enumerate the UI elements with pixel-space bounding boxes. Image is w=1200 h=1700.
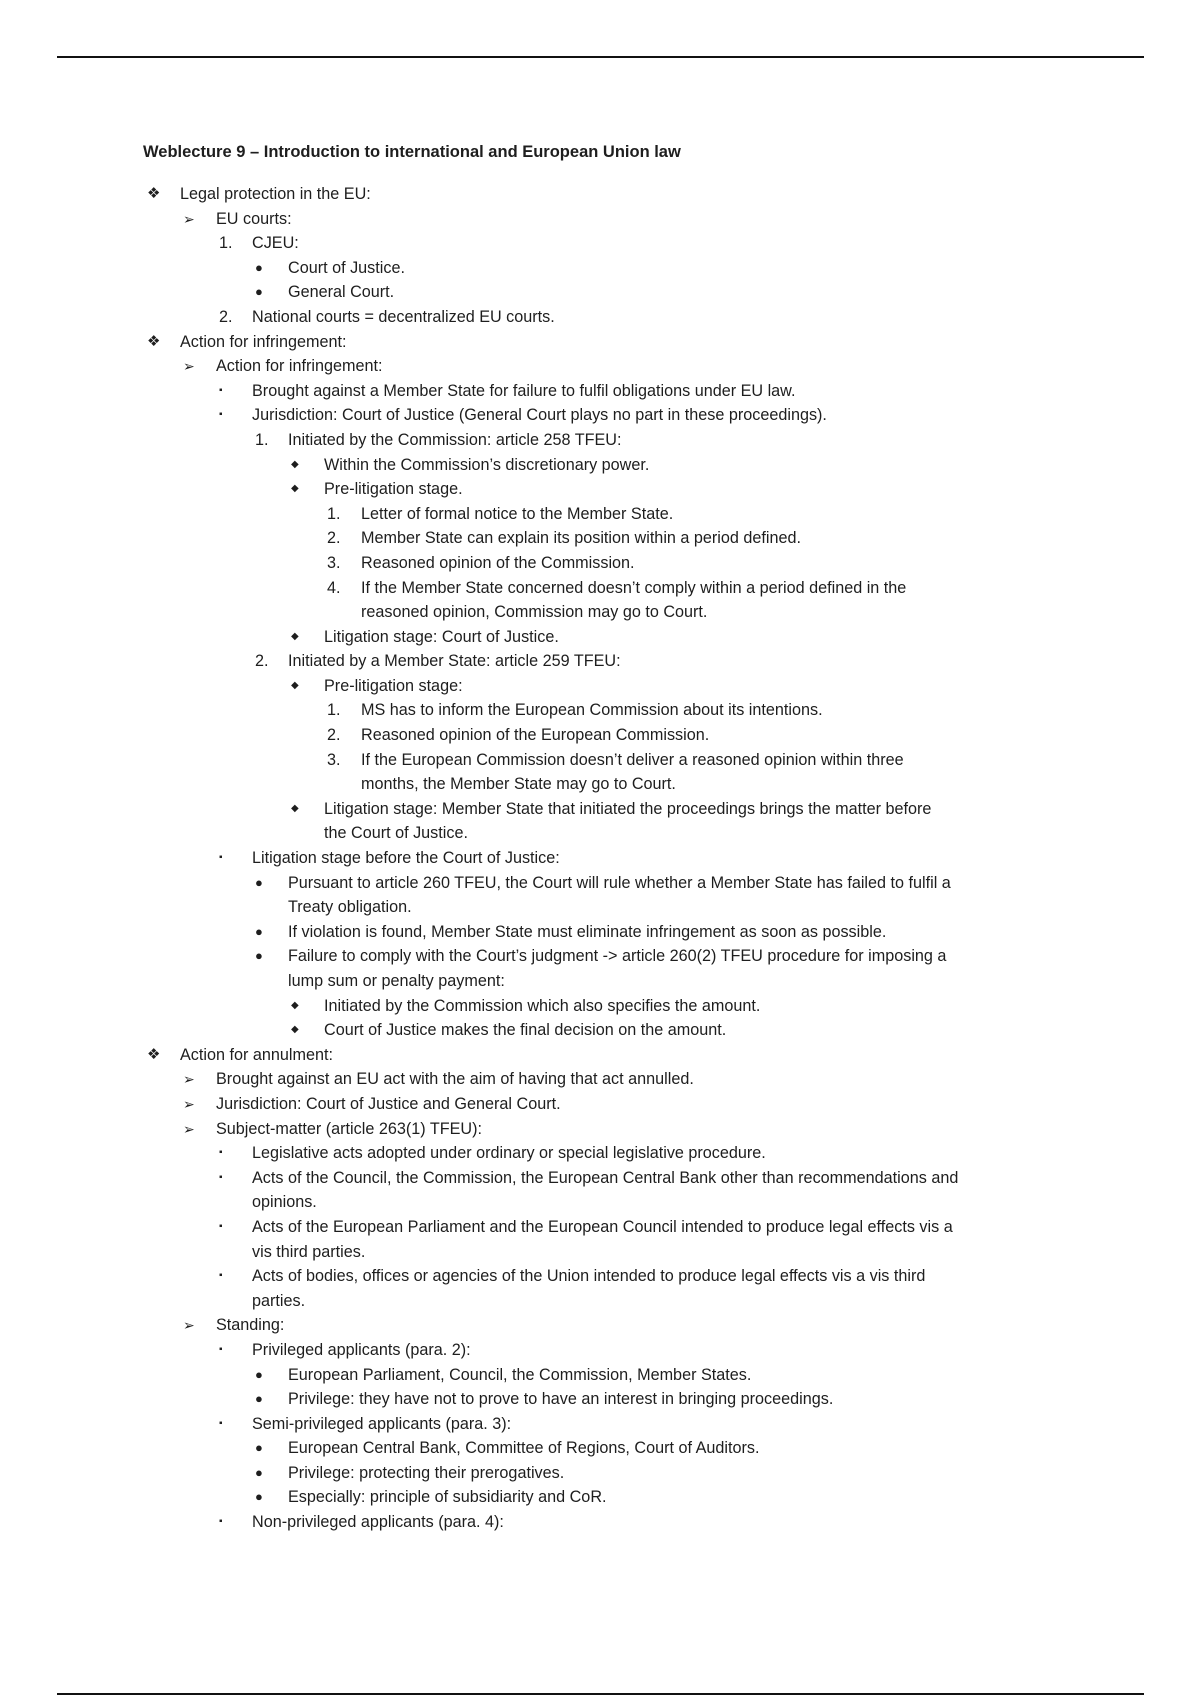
list-item-text: Jurisdiction: Court of Justice and General Court. (216, 1094, 561, 1113)
list-item-text: Acts of the European Parliament and the European Council intended to produce legal effects vis a (252, 1217, 953, 1236)
list-marker: 1. (327, 504, 341, 523)
list-item-text: European Parliament, Council, the Commission, Member States. (288, 1365, 752, 1384)
list-marker: ● (255, 284, 263, 300)
list-item (0, 354, 1200, 379)
list-item-text: Semi-privileged applicants (para. 3): (252, 1414, 512, 1433)
list-marker: ● (255, 874, 263, 890)
list-item (0, 280, 1200, 305)
list-item-continuation (0, 1240, 1200, 1265)
list-item (0, 1387, 1200, 1412)
list-item-continuation (0, 821, 1200, 846)
list-item-text: Failure to comply with the Court’s judgment -> article 260(2) TFEU procedure for imposing a (288, 947, 947, 966)
list-marker: ▪ (219, 409, 223, 421)
list-item-text: parties. (252, 1291, 306, 1310)
list-marker: ◆ (291, 458, 299, 470)
list-item-text: Acts of the Council, the Commission, the European Central Bank other than recommendations and (252, 1168, 959, 1187)
list-marker: ◆ (291, 679, 299, 691)
list-item (0, 944, 1200, 969)
list-item (0, 428, 1200, 453)
list-item-text: Treaty obligation. (288, 898, 412, 917)
list-marker: ◆ (291, 802, 299, 814)
list-item (0, 1313, 1200, 1338)
list-item (0, 305, 1200, 330)
list-item (0, 649, 1200, 674)
list-item-text: Privilege: they have not to prove to have an interest in bringing proceedings. (288, 1390, 834, 1409)
list-marker: ● (255, 1440, 263, 1456)
list-item-text: Especially: principle of subsidiarity and CoR. (288, 1488, 607, 1507)
list-item (0, 576, 1200, 601)
list-marker: ● (255, 1391, 263, 1407)
list-marker: ● (255, 1489, 263, 1505)
list-item-text: Legal protection in the EU: (180, 185, 371, 203)
list-item-continuation (0, 969, 1200, 994)
list-item (0, 231, 1200, 256)
list-marker: ▪ (219, 384, 223, 396)
list-item-text: Initiated by the Commission which also specifies the amount. (324, 996, 761, 1015)
list-marker: ▪ (219, 852, 223, 864)
list-marker: ❖ (147, 1045, 161, 1063)
list-item-text: Acts of bodies, offices or agencies of the Union intended to produce legal effects vis a vis third (252, 1267, 926, 1286)
list-item-text: National courts = decentralized EU courts. (252, 307, 555, 326)
list-item (0, 994, 1200, 1019)
list-item-text: Litigation stage before the Court of Justice: (252, 849, 560, 868)
list-marker: ➢ (183, 1317, 195, 1334)
list-item (0, 846, 1200, 871)
list-item-text: Privileged applicants (para. 2): (252, 1340, 471, 1359)
list-item (0, 748, 1200, 773)
list-marker: ❖ (147, 332, 161, 350)
list-item-text: Letter of formal notice to the Member State. (361, 504, 674, 523)
list-item (0, 1412, 1200, 1437)
list-marker: ➢ (183, 358, 195, 375)
list-item-text: Pre-litigation stage: (324, 676, 463, 695)
list-marker: ➢ (183, 1120, 195, 1137)
list-item (0, 1067, 1200, 1092)
list-item-continuation (0, 1190, 1200, 1215)
list-item (0, 1215, 1200, 1240)
list-marker: 2. (219, 307, 233, 326)
list-item (0, 1363, 1200, 1388)
list-item (0, 453, 1200, 478)
list-marker: 4. (327, 578, 341, 597)
list-item-text: Non-privileged applicants (para. 4): (252, 1513, 504, 1532)
list-item (0, 403, 1200, 428)
list-marker: ▪ (219, 1270, 223, 1282)
list-item (0, 551, 1200, 576)
list-item (0, 871, 1200, 896)
list-item (0, 207, 1200, 232)
list-marker: ◆ (291, 483, 299, 495)
list-marker: ● (255, 259, 263, 275)
list-marker: ➢ (183, 210, 195, 227)
list-item (0, 502, 1200, 527)
list-item (0, 1264, 1200, 1289)
list-item (0, 1166, 1200, 1191)
document-title: Weblecture 9 – Introduction to international and European Union law (143, 143, 681, 161)
list-marker: ❖ (147, 185, 161, 202)
list-item-continuation (0, 600, 1200, 625)
list-item (0, 1485, 1200, 1510)
list-item (0, 698, 1200, 723)
list-item-text: CJEU: (252, 234, 299, 253)
list-marker: ◆ (291, 999, 299, 1011)
list-item (0, 182, 1200, 207)
list-item-text: If the European Commission doesn’t deliver a reasoned opinion within three (361, 750, 904, 769)
list-item-text: the Court of Justice. (324, 824, 468, 843)
list-item (0, 1510, 1200, 1535)
list-item-text: EU courts: (216, 209, 292, 228)
list-item-text: Reasoned opinion of the Commission. (361, 553, 635, 572)
list-marker: ➢ (183, 1095, 195, 1112)
list-item-text: vis third parties. (252, 1242, 366, 1261)
list-marker: 2. (327, 529, 341, 548)
list-marker: ▪ (219, 1171, 223, 1183)
list-item (0, 330, 1200, 355)
list-marker: ● (255, 1366, 263, 1382)
list-marker: ● (255, 1464, 263, 1480)
outline-list (0, 182, 1200, 1535)
list-marker: ▪ (219, 1343, 223, 1355)
list-marker: ● (255, 948, 263, 964)
list-item-text: Brought against an EU act with the aim of having that act annulled. (216, 1070, 694, 1089)
list-item-text: Pre-litigation stage. (324, 480, 463, 499)
list-marker: 1. (219, 234, 233, 253)
list-marker: ◆ (291, 630, 299, 642)
list-item-text: Litigation stage: Court of Justice. (324, 627, 559, 646)
header-rule (57, 56, 1144, 58)
list-marker: 2. (327, 726, 341, 745)
list-item-text: months, the Member State may go to Court. (361, 775, 676, 794)
list-item (0, 920, 1200, 945)
list-item-text: Jurisdiction: Court of Justice (General Court plays no part in these proceedings). (252, 406, 827, 425)
list-item-text: General Court. (288, 283, 395, 302)
list-item (0, 477, 1200, 502)
list-marker: 2. (255, 652, 269, 671)
list-item (0, 1092, 1200, 1117)
list-item-text: Legislative acts adopted under ordinary or special legislative procedure. (252, 1144, 766, 1163)
list-item-text: Court of Justice. (288, 258, 405, 277)
list-item-text: Privilege: protecting their prerogatives. (288, 1463, 565, 1482)
list-item (0, 674, 1200, 699)
list-item-text: Litigation stage: Member State that initiated the proceedings brings the matter before (324, 799, 932, 818)
list-item-text: Action for infringement: (180, 332, 347, 351)
list-item-continuation (0, 772, 1200, 797)
list-item-text: If violation is found, Member State must eliminate infringement as soon as possible. (288, 922, 887, 941)
list-marker: 3. (327, 750, 341, 769)
list-item-text: Reasoned opinion of the European Commission. (361, 726, 710, 745)
list-item-text: Member State can explain its position within a period defined. (361, 529, 802, 548)
list-item-text: Action for annulment: (180, 1045, 333, 1064)
list-item-continuation (0, 1289, 1200, 1314)
list-item-text: If the Member State concerned doesn’t comply within a period defined in the (361, 578, 907, 597)
list-item (0, 1043, 1200, 1068)
list-item-text: lump sum or penalty payment: (288, 972, 505, 990)
list-item-text: Standing: (216, 1316, 285, 1335)
list-item-text: Within the Commission’s discretionary power. (324, 455, 650, 474)
list-marker: ▪ (219, 1417, 223, 1429)
list-marker: ● (255, 923, 263, 939)
list-item-text: Initiated by a Member State: article 259 TFEU: (288, 652, 621, 671)
list-item (0, 379, 1200, 404)
list-item (0, 625, 1200, 650)
list-item-text: Brought against a Member State for failure to fulfil obligations under EU law. (252, 381, 796, 400)
list-item (0, 256, 1200, 281)
list-item (0, 1461, 1200, 1486)
list-item-text: Action for infringement: (216, 357, 383, 376)
list-marker: ▪ (219, 1220, 223, 1232)
list-item-text: opinions. (252, 1193, 317, 1212)
list-marker: 1. (255, 430, 269, 449)
list-item-text: Pursuant to article 260 TFEU, the Court will rule whether a Member State has failed to fulfil a (288, 873, 951, 892)
list-marker: 3. (327, 553, 341, 572)
list-item (0, 797, 1200, 822)
list-item (0, 1141, 1200, 1166)
list-item-text: Initiated by the Commission: article 258 TFEU: (288, 430, 622, 449)
list-item-text: MS has to inform the European Commission about its intentions. (361, 701, 823, 720)
list-item (0, 1338, 1200, 1363)
footer-rule (57, 1693, 1144, 1695)
list-item (0, 1436, 1200, 1461)
list-item (0, 1018, 1200, 1043)
list-marker: ◆ (291, 1024, 299, 1036)
list-item (0, 526, 1200, 551)
list-item (0, 723, 1200, 748)
list-item-text: Court of Justice makes the final decision on the amount. (324, 1021, 727, 1040)
list-marker: 1. (327, 701, 341, 720)
list-item (0, 1117, 1200, 1142)
list-item-text: reasoned opinion, Commission may go to Court. (361, 603, 708, 622)
list-marker: ➢ (183, 1071, 195, 1088)
list-marker: ▪ (219, 1516, 223, 1528)
list-marker: ▪ (219, 1147, 223, 1159)
list-item-continuation (0, 895, 1200, 920)
list-item-text: Subject-matter (article 263(1) TFEU): (216, 1119, 482, 1138)
list-item-text: European Central Bank, Committee of Regions, Court of Auditors. (288, 1439, 760, 1458)
